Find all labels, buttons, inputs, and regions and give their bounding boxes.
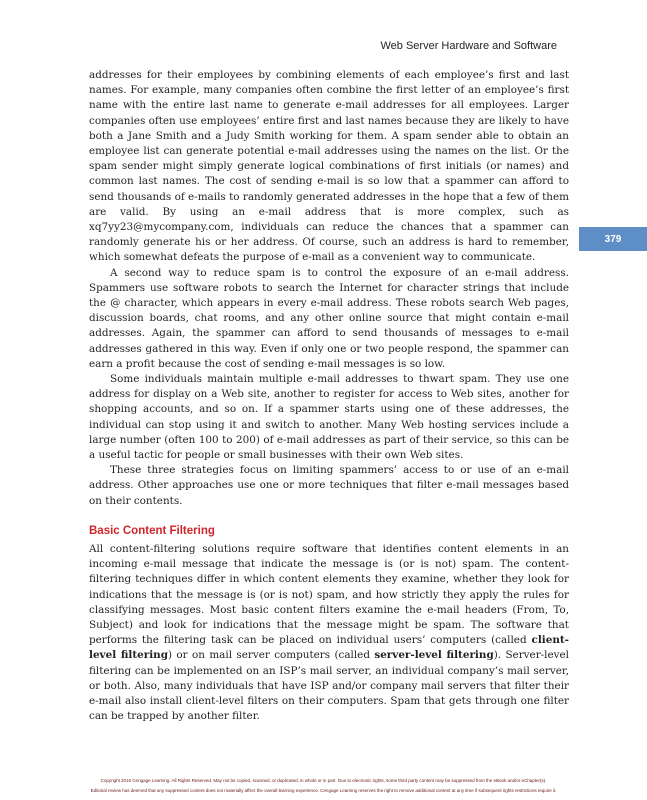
paragraph-5-part-b: ) or on mail server computers (called [168, 649, 375, 662]
paragraph-5 [89, 542, 569, 724]
paragraph-2: A second way to reduce spam is to control the exposure of an e-mail address. Spammers use software robots to search the Internet for character strings that include the @ character, which appears in every e-mail address. These robots search Web pages, discussion boards, chat rooms, and any other online source that might contain e-mail addresses. Again, the spammer can afford to send thousands of messages to e-mail addresses gathered in this way. Even if only one or two people respond, the spammer can earn a profit because the cost of sending e-mail messages is so low. [89, 266, 569, 370]
term-client-level-filtering: client-level filtering [89, 634, 569, 662]
paragraph-5-part-a: All content-filtering solutions require software that identifies content elements in an incoming e-mail message that indicate the message is (or is not) spam. The content-filtering techniques differ in which content elements they examine, whether they look for indications that the message is (or is not) spam, and how strictly they apply the rules for classifying messages. Most basic content filters examine the e-mail headers (From, To, Subject) and look for indications that the message might be spam. The software that performs the filtering task can be placed on individual users’ computers (called [89, 542, 569, 647]
copyright-footer-line-2: Editorial review has deemed that any suppressed content does not materially affect the overall learning experience. Cengage Learning reserves the right to remove additional content at any time if subsequent rights restrictions require it. [90, 788, 557, 793]
paragraph-3: Some individuals maintain multiple e-mail addresses to thwart spam. They use one address for display on a Web site, another to register for access to Web sites, another for shopping accounts, and so on. If a spammer starts using one of these addresses, the individual can stop using it and switch to another. Many Web hosting services include a large number (often 100 to 200) of e-mail addresses as part of their service, so this can be a useful tactic for people or small businesses with their own Web sites. [89, 373, 569, 462]
term-server-level-filtering: server-level filtering [374, 649, 494, 662]
section-heading: Basic Content Filtering [89, 524, 215, 537]
paragraph-5-part-c: ). Server-level filtering can be implemented on an ISP’s mail server, an individual company’s mail server, or both. Also, many individuals that have ISP and/or company mail servers that filter their e-mail also install client-level filters on their computers. Spam that gets through one filter can be trapped by another filter. [89, 649, 569, 723]
paragraph-1: addresses for their employees by combining elements of each employee’s first and last names. For example, many companies often combine the first letter of an employee’s first name with the entire last name to generate e-mail addresses for all employees. Larger companies often use employees’ entire first and last names because they are likely to have both a Jane Smith and a Judy Smith working for them. A spam sender able to obtain an employee list can generate potential e-mail addresses using the names on the list. Or the spam sender might simply generate logical combinations of first initials (or names) and common last names. The cost of sending e-mail is so low that a spammer can afford to send thousands of e-mails to randomly generated addresses in the hope that a few of them are valid. By using an e-mail address that is more complex, such as xq7yy23@mycompany.com, individuals can reduce the chances that a spammer can randomly generate his or her address. Of course, such an address is hard to remember, which somewhat defeats the purpose of e-mail as a convenient way to communicate. [89, 69, 569, 264]
page-number-tab: 379 [579, 227, 647, 251]
running-head: Web Server Hardware and Software [380, 40, 557, 52]
paragraph-4: These three strategies focus on limiting spammers’ access to or use of an e-mail address. Other approaches use one or more techniques that filter e-mail messages based on their contents. [89, 464, 569, 507]
body-text [89, 68, 569, 724]
copyright-footer-line-1: Copyright 2015 Cengage Learning. All Rights Reserved. May not be copied, scanned, or duplicated, in whole or in part. Due to electronic rights, some third party content may be suppressed from the eBook and/or eChapter(s). [100, 778, 547, 783]
